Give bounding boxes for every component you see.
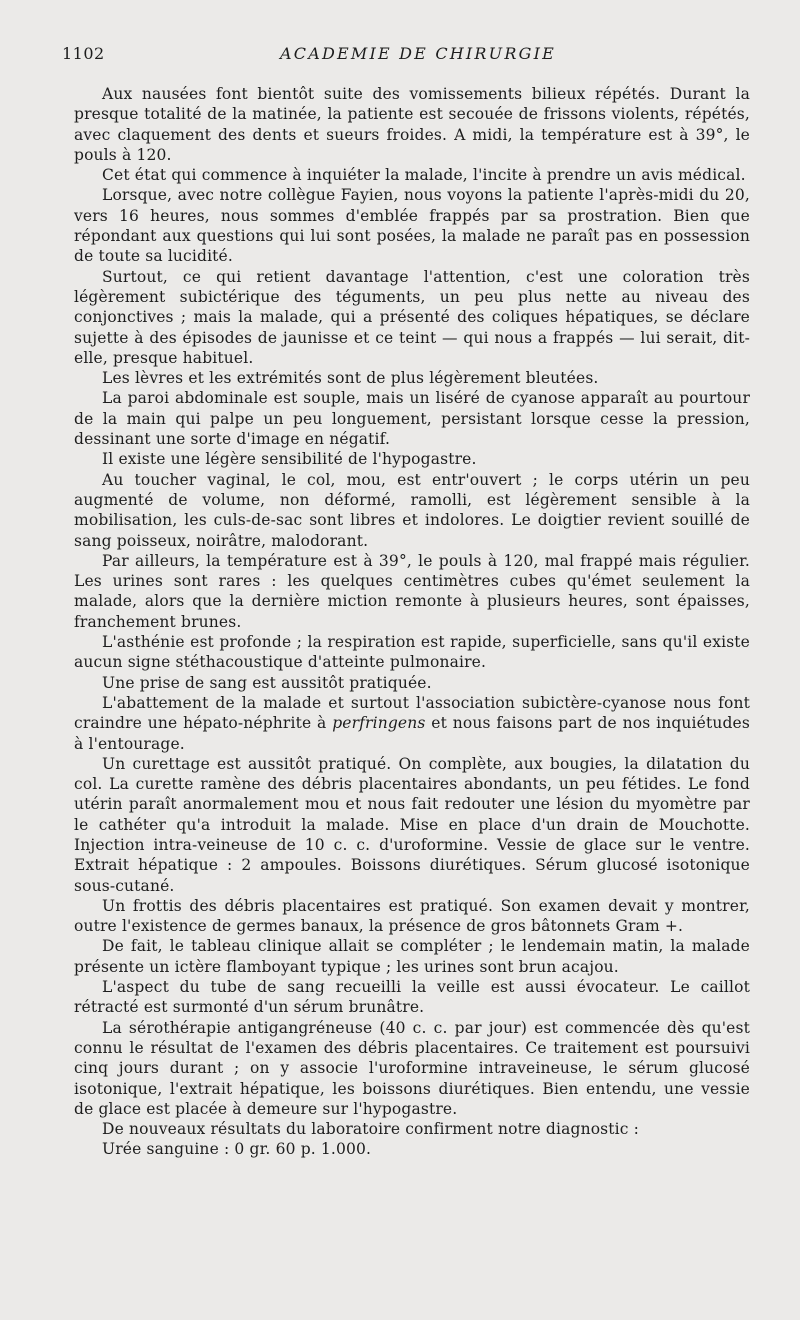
paragraph: La sérothérapie antigangréneuse (40 c. c. par jour) est commencée dès qu'est connu le résultat de l'examen des débris placentaires. Ce traitement est poursuivi cinq jours durant ; on y associe l'uroformine intraveineuse, le sérum glucosé isotonique, l'extrait hépatique, les boissons diurétiques. Bien entendu, une vessie de glace est placée à demeure sur l'hypogastre. [74, 1018, 750, 1118]
paragraph: Un curettage est aussitôt pratiqué. On complète, aux bougies, la dilatation du col. La curette ramène des débris placentaires abondants, un peu fétides. Le fond utérin paraît anormalement mou et nous fait redouter une lésion du myomètre par le cathéter qu'a introduit la malade. Mise en place d'un drain de Mouchotte. Injection intra-veineuse de 10 c. c. d'uroformine. Vessie de glace sur le ventre. Extrait hépatique : 2 ampoules. Boissons diurétiques. Sérum glucosé isotonique sous-cutané. [74, 754, 750, 895]
running-title: ACADEMIE DE CHIRURGIE [280, 44, 556, 63]
text-span: et nous faisons part de nos inquiétudes à l'entourage. [74, 714, 750, 753]
paragraph: L'aspect du tube de sang recueilli la veille est aussi évocateur. Le caillot rétracté est surmonté d'un sérum brunâtre. [74, 978, 750, 1017]
paragraph: Par ailleurs, la température est à 39°, le pouls à 120, mal frappé mais régulier. Les urines sont rares : les quelques centimètres cubes qu'émet seulement la malade, alors que la dernière miction remonte à plusieurs heures, sont épaisses, franchement brunes. [74, 551, 750, 631]
paragraph: Une prise de sang est aussitôt pratiquée. [102, 673, 432, 692]
italic-term: perfringens [332, 714, 426, 733]
paragraph: L'asthénie est profonde ; la respiration est rapide, superficielle, sans qu'il existe aucun signe stéthacoustique d'atteinte pulmonaire. [74, 633, 750, 672]
paragraph: De fait, le tableau clinique allait se compléter ; le lendemain matin, la malade présente un ictère flamboyant typique ; les urines sont brun acajou. [74, 937, 750, 976]
text-span: L'abattement de la malade et surtout l'association subictère-cyanose nous font craindre une hépato-néphrite à [74, 693, 750, 733]
page-header [62, 44, 752, 68]
paragraph: Il existe une légère sensibilité de l'hypogastre. [102, 450, 477, 469]
paragraph: Surtout, ce qui retient davantage l'attention, c'est une coloration très légèrement subictérique des téguments, un peu plus nette au niveau des conjonctives ; mais la malade, qui a présenté des coliques hépatiques, se déclare sujette à des épisodes de jaunisse et ce teint — qui nous a frappés — lui serait, dit-elle, presque habituel. [74, 267, 750, 367]
body-text [74, 84, 750, 1160]
paragraph: Cet état qui commence à inquiéter la malade, l'incite à prendre un avis médical. [102, 166, 746, 185]
page-number: 1102 [62, 44, 105, 63]
paragraph: Urée sanguine : 0 gr. 60 p. 1.000. [102, 1140, 372, 1159]
paragraph: Au toucher vaginal, le col, mou, est entr'ouvert ; le corps utérin un peu augmenté de volume, non déformé, ramolli, est légèrement sensible à la mobilisation, les culs-de-sac sont libres et indolores. Le doigtier revient souillé de sang poisseux, noirâtre, malodorant. [74, 470, 750, 550]
paragraph: Un frottis des débris placentaires est pratiqué. Son examen devait y montrer, outre l'existence de germes banaux, la présence de gros bâtonnets Gram +. [74, 896, 750, 936]
paragraph-perfringens [74, 693, 750, 754]
paragraph: Aux nausées font bientôt suite des vomissements bilieux répétés. Durant la presque totalité de la matinée, la patiente est secouée de frissons violents, répétés, avec claquement des dents et sueurs froides. A midi, la température est à 39°, le pouls à 120. [74, 85, 750, 164]
paragraph: Les lèvres et les extrémités sont de plus légèrement bleutées. [102, 369, 599, 388]
paragraph: De nouveaux résultats du laboratoire confirment notre diagnostic : [102, 1120, 640, 1139]
paragraph: La paroi abdominale est souple, mais un liséré de cyanose apparaît au pourtour de la main qui palpe un peu longuement, persistant lorsque cesse la pression, dessinant une sorte d'image en négatif. [74, 389, 750, 449]
paragraph: Lorsque, avec notre collègue Fayien, nous voyons la patiente l'après-midi du 20, vers 16 heures, nous sommes d'emblée frappés par sa prostration. Bien que répondant aux questions qui lui sont posées, la malade ne paraît pas en possession de toute sa lucidité. [74, 186, 750, 266]
